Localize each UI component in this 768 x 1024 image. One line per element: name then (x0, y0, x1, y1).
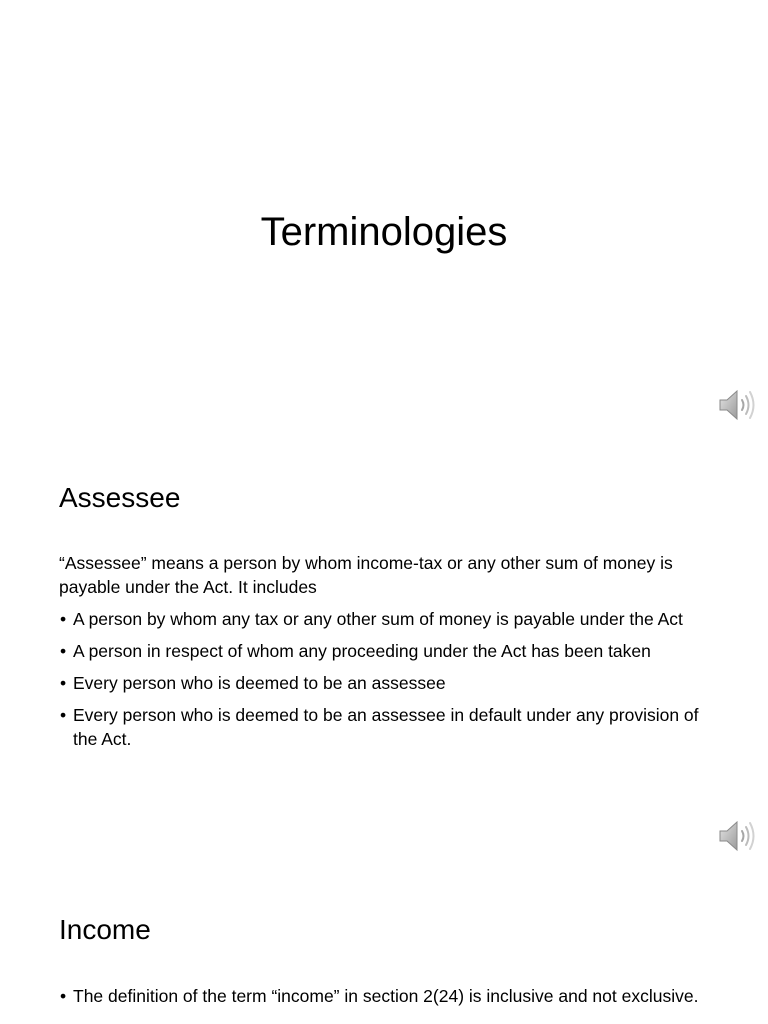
income-body (59, 984, 709, 1016)
income-bullet: • The definition of the term “income” in section 2(24) is inclusive and not exclusive. (59, 984, 709, 1008)
slide-title: Terminologies (260, 210, 508, 254)
assessee-heading: Assessee (59, 482, 181, 513)
assessee-bullet: • Every person who is deemed to be an assessee (59, 671, 709, 695)
title-slide (0, 0, 768, 455)
speaker-icon[interactable] (718, 818, 758, 854)
assessee-definition: “Assessee” means a person by whom income-tax or any other sum of money is payable under the Act. It includes (59, 553, 673, 597)
speaker-icon[interactable] (718, 387, 758, 423)
assessee-body (59, 551, 709, 759)
assessee-bullet: • A person by whom any tax or any other sum of money is payable under the Act (59, 607, 709, 631)
income-bullet-list (59, 984, 709, 1008)
income-slide (0, 895, 768, 1024)
assessee-bullet: • Every person who is deemed to be an assessee in default under any provision of the Act. (59, 703, 709, 751)
assessee-bullet-list (59, 607, 709, 751)
assessee-bullet: • A person in respect of whom any proceeding under the Act has been taken (59, 639, 709, 663)
income-heading: Income (59, 914, 151, 945)
assessee-slide (0, 455, 768, 895)
